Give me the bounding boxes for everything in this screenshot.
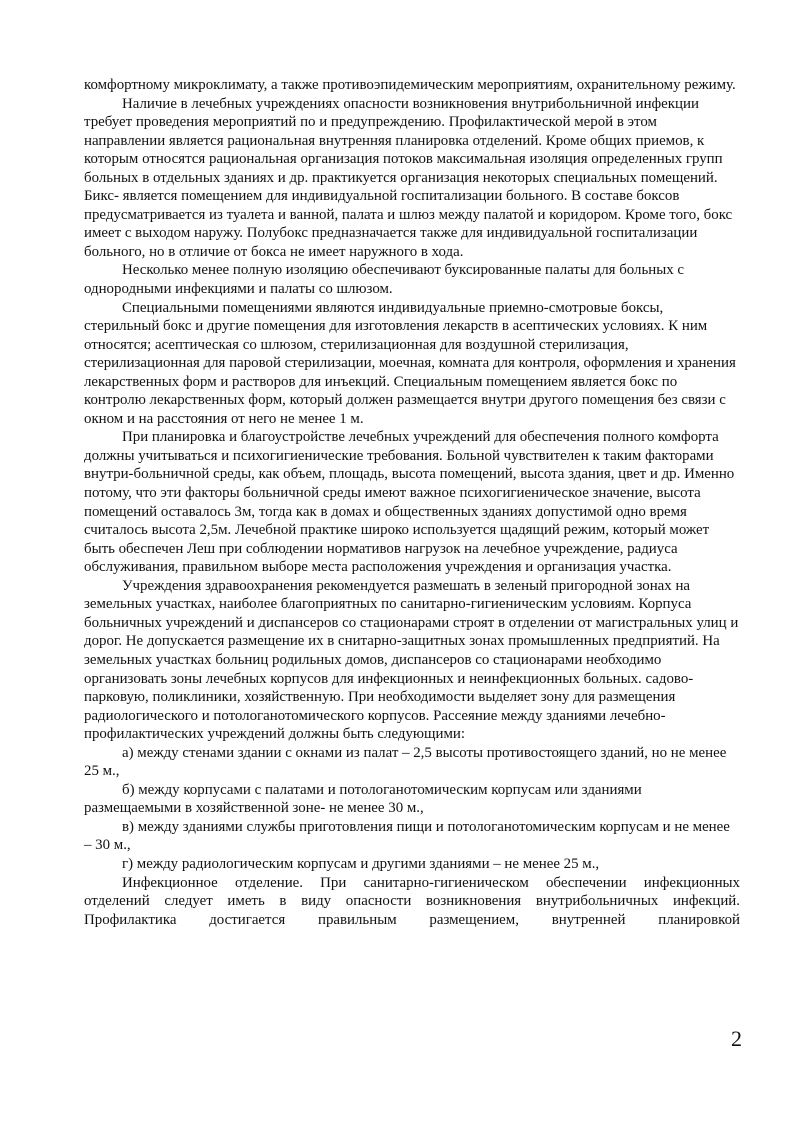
paragraph-special-rooms: Специальными помещениями являются индивидуальные приемно-смотровые боксы, стерильный бокс и другие помещения для изготовления лекарств в асептических условиях. К ним относятся; асептическая со шлюзом, стерилизационная для воздушной стерилизация, стерилизационная для паровой стерилизации, моечная, комната для контроля, оформления и хранения лекарственных форм и растворов для инъекций. Специальным помещением является бокс по контролю лекарственных форм, который должен размещается внутри другого помещения без связи с окном и на расстояния от него не менее 1 м. bbox=[84, 299, 736, 427]
document-body bbox=[84, 76, 740, 929]
list-item-b: б) между корпусами с палатами и потологанотомическим корпусам или зданиями размещаемыми в хозяйственной зоне- не менее 30 м., bbox=[84, 781, 642, 817]
list-item-a: а) между стенами здании с окнами из палат – 2,5 высоты противостоящего зданий, но не менее 25 м., bbox=[84, 744, 727, 780]
paragraph-continuation: комфортному микроклимату, а также противоэпидемическим мероприятиям, охранительному режиму. bbox=[84, 77, 736, 93]
paragraph-site-placement: Учреждения здравоохранения рекомендуется размешать в зеленый пригородной зонах на земельных участках, наиболее благоприятных по санитарно-гигиеническим условиям. Корпуса больничных учреждений и диспансеров со стационарами строят в отделении от магистральных улиц и дорог. Не допускается размещение их в снитарно-защитных зонах промышленных предприятий. На земельных участках больниц родильных домов, диспансеров со стационарами необходимо организовать зоны лечебных корпусов для инфекционных и неинфекционных больных. садово-парковую, поликлиники, хозяйственную. При необходимости выделяет зону для размещения радиологического и потологанотомического корпусов. Рассеяние между зданиями лечебно-профилактических учреждений должны быть следующими: bbox=[84, 577, 739, 743]
page-number: 2 bbox=[731, 1026, 742, 1051]
paragraph-infectious-department: Инфекционное отделение. При санитарно-гигиеническом обеспечении инфекционных отделений следует иметь в виду опасности возникновения внутрибольничных инфекций. Профилактика достигается правильным размещением, внутренней планировкой bbox=[84, 874, 740, 928]
paragraph-psychohygiene: При планировка и благоустройстве лечебных учреждений для обеспечения полного комфорта должны учитываться и психогигиенические требования. Больной чувствителен к таким факторами внутри-больничной среды, как объем, площадь, высота помещений, высота здания, цвет и др. Именно потому, что эти факторы больничной среды имеют важное психогигиеническое значение, высота помещений оставалось 3м, тогда как в домах и общественных зданиях допустимой одно время считалось высота 2,5м. Лечебной практике широко используется щадящий режим, который может быть обеспечен Леш при соблюдении нормативов нагрузок на лечебное учреждение, радиуса обслуживания, правильном выборе места расположения учреждения и организация участка. bbox=[84, 429, 735, 576]
list-item-v: в) между зданиями службы приготовления пищи и потологанотомическим корпусам и не менее – 30 м., bbox=[84, 818, 730, 854]
paragraph-partial-isolation: Несколько менее полную изоляцию обеспечивают буксированные палаты для больных с однородными инфекциями и палаты со шлюзом. bbox=[84, 262, 685, 298]
list-item-g: г) между радиологическим корпусам и другими зданиями – не менее 25 м., bbox=[122, 855, 600, 872]
paragraph-infection-prevention: Наличие в лечебных учреждениях опасности возникновения внутрибольничной инфекции требует проведения мероприятий по и предупреждению. Профилактической мерой в этом направлении является рациональная внутренняя планировка отделений. Кроме общих приемов, к которым относятся рациональная организация потоков максимальная изоляция определенных групп больных в отдельных зданиях и др. практикуется организация некоторых специальных помещений. Бикс- является помещением для индивидуальной госпитализации больного. В составе боксов предусматривается из туалета и ванной, палата и шлюз между палатой и коридором. Кроме того, бокс имеет с выходом наружу. Полубокс предназначается также для индивидуальной госпитализации больного, но в отличие от бокса не имеет наружного в хода. bbox=[84, 95, 733, 260]
